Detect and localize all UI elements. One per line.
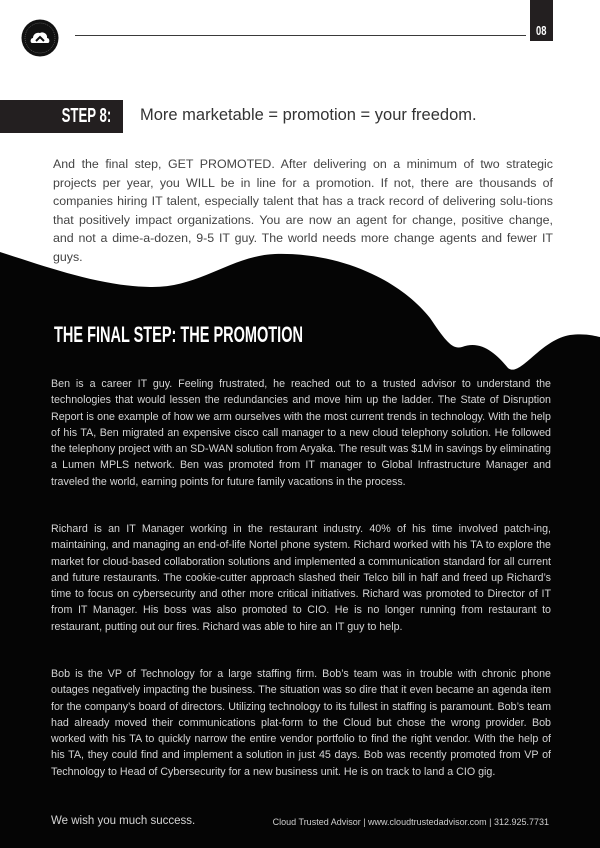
story-paragraph-richard: Richard is an IT Manager working in the restaurant industry. 40% of his time involved patch-ing, maintaining, and managing an end-of-life Nortel phone system. Richard worked with his TA to explore the market for cloud-based collaboration solutions and implemented a communication standard for all current and future restaurants. The cookie-cutter approach slashed their Telco bill in half and freed up Richard’s time to focus on cybersecurity and other more critical initiatives. Richard was promoted to Director of IT from IT Manager. His boss was also promoted to CIO. He is no longer running from restaurant to restaurant, putting out our fires. Richard was able to hire an IT guy to help. — [51, 523, 551, 633]
step-subtitle: More marketable = promotion = your freedom. — [140, 106, 477, 124]
page-number: 08 — [536, 23, 547, 38]
footer-contact: Cloud Trusted Advisor | www.cloudtrustedadvisor.com | 312.925.7731 — [272, 817, 549, 827]
final-step-heading-text: THE FINAL STEP: THE PROMOTION — [54, 322, 303, 347]
final-step-heading — [54, 322, 431, 348]
story-paragraph-ben: Ben is a career IT guy. Feeling frustrated, he reached out to a trusted advisor to understand the technologies that would lessen the redundancies and move him up the ladder. The State of Disruption Report is one example of how we arm ourselves with the most current trends in technology. With the help of his TA, Ben migrated an expensive cisco call manager to a new cloud telephony solution. He followed the telephony project with an SD-WAN solution from Aryaka. The result was $1M in savings by eliminating a Lumen MPLS network. Ben was promoted from IT manager to Global Infrastructure Manager and traveled the world, earning points for future family vacations in the process. — [51, 378, 551, 488]
intro-paragraph: And the final step, GET PROMOTED. After delivering on a minimum of two strategic projects per year, you WILL be in line for a promotion. If not, there are thousands of companies hiring IT talent, especially talent that has a track record of delivering solu-tions that positively impact organizations. You are now an agent for change, positive change, and not a dime-a-dozen, 9-5 IT guy. The world needs more change agents and fewer IT guys. — [53, 157, 553, 264]
step-label: STEP 8: — [61, 105, 111, 127]
page-number-tab — [530, 0, 553, 41]
story-paragraph-bob: Bob is the VP of Technology for a large staffing firm. Bob’s team was in trouble with chronic phone outages negatively impacting the business. The situation was so dire that it even became an agenda item for the company’s board of directors. Utilizing technology to its fullest in staffing is paramount. Bob’s team had already moved their communications plat-form to the Cloud but chose the wrong provider. Bob worked with his TA to quickly narrow the entire vendor portfolio to find the right vendor. With the help of his TA, they could find and implement a solution in just 45 days. Bob was recently promoted from VP of Technology to Head of Cybersecurity for a new business unit. He is on track to land a CIO gig. — [51, 668, 551, 778]
step-label-box — [0, 100, 123, 133]
header-rule — [75, 35, 526, 36]
closing-line: We wish you much success. — [51, 815, 196, 827]
cloud-trusted-advisor-logo-icon — [21, 19, 59, 57]
